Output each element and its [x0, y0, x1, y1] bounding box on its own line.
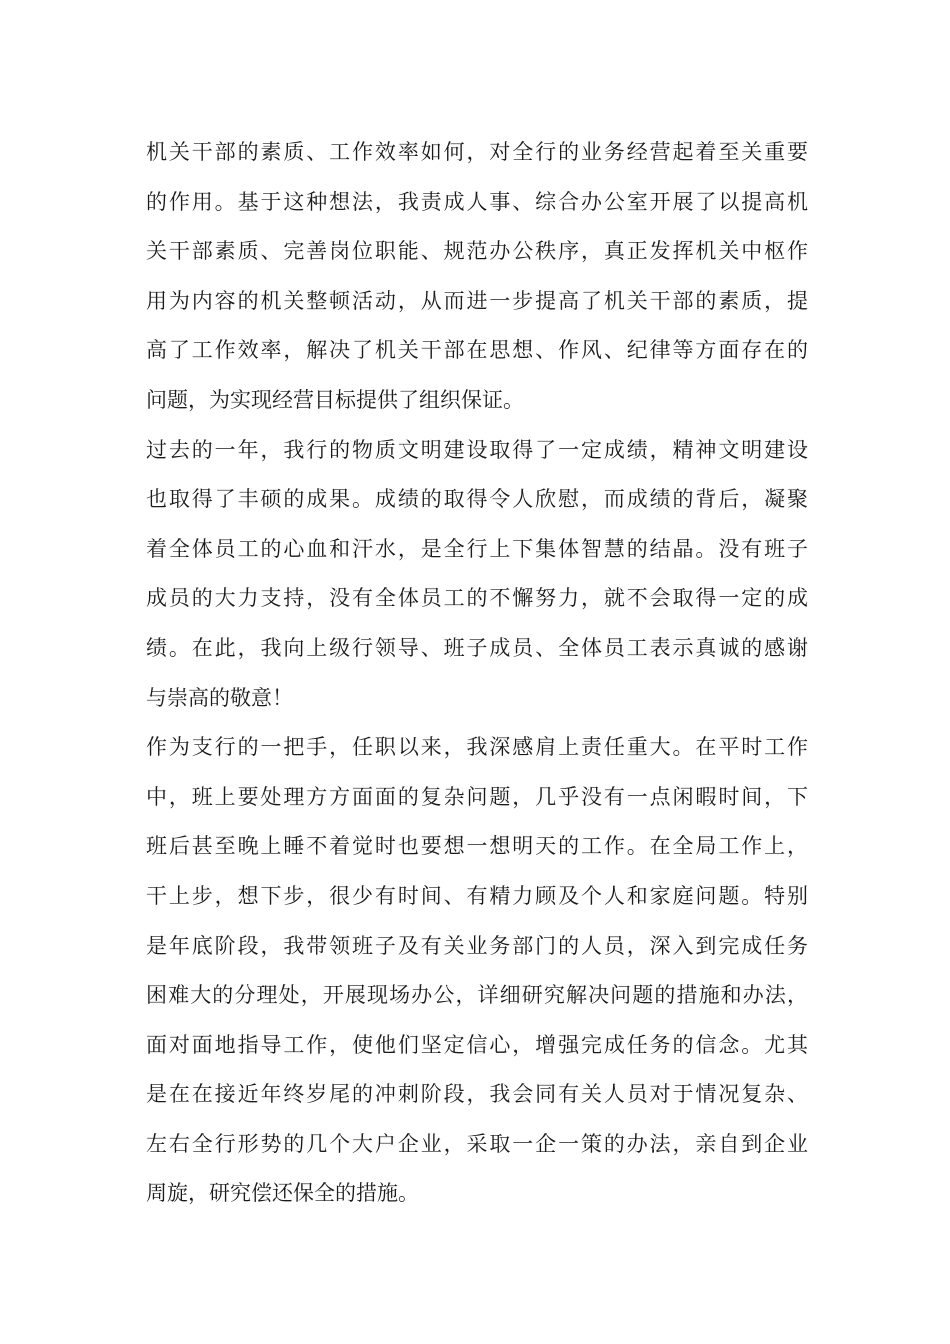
text-line: 是年底阶段，我带领班子及有关业务部门的人员，深入到完成任务: [146, 933, 808, 958]
text-line: 也取得了丰硕的成果。成绩的取得令人欣慰，而成绩的背后，凝聚: [146, 487, 808, 512]
text-line: 着全体员工的心血和汗水，是全行上下集体智慧的结晶。没有班子: [146, 536, 808, 561]
text-line: 是在在接近年终岁尾的冲刺阶段，我会同有关人员对于情况复杂、: [146, 1082, 808, 1107]
document-body: [146, 128, 808, 1219]
text-line: 问题，为实现经营目标提供了组织保证。: [146, 387, 524, 412]
text-line: 高了工作效率，解决了机关干部在思想、作风、纪律等方面存在的: [146, 338, 808, 363]
text-line: 用为内容的机关整顿活动，从而进一步提高了机关干部的素质，提: [146, 288, 808, 313]
text-line: 左右全行形势的几个大户企业，采取一企一策的办法，亲自到企业: [146, 1131, 808, 1156]
text-line: 机关干部的素质、工作效率如何，对全行的业务经营起着至关重要: [146, 140, 808, 164]
text-line: 困难大的分理处，开展现场办公，详细研究解决问题的措施和办法，: [146, 983, 808, 1008]
text-line: 的作用。基于这种想法，我责成人事、综合办公室开展了以提高机: [146, 189, 808, 214]
text-line: 成员的大力支持，没有全体员工的不懈努力，就不会取得一定的成: [146, 586, 808, 611]
text-line: 过去的一年，我行的物质文明建设取得了一定成绩，精神文明建设: [146, 437, 808, 462]
paragraph: [146, 723, 808, 1219]
text-line: 绩。在此，我向上级行领导、班子成员、全体员工表示真诚的感谢: [146, 635, 808, 660]
text-line: 中，班上要处理方方面面的复杂问题，几乎没有一点闲暇时间，下: [146, 784, 808, 809]
paragraph: [146, 128, 808, 426]
text-line: 班后甚至晚上睡不着觉时也要想一想明天的工作。在全局工作上，: [146, 834, 808, 859]
text-line: 与崇高的敬意！: [146, 685, 293, 710]
text-line: 作为支行的一把手，任职以来，我深感肩上责任重大。在平时工作: [146, 735, 808, 760]
text-line: 关干部素质、完善岗位职能、规范办公秩序，真正发挥机关中枢作: [146, 239, 808, 264]
text-line: 干上步，想下步，很少有时间、有精力顾及个人和家庭问题。特别: [146, 883, 808, 908]
paragraph: [146, 426, 808, 724]
text-line: 周旋，研究偿还保全的措施。: [146, 1181, 419, 1206]
text-line: 面对面地指导工作，使他们坚定信心，增强完成任务的信念。尤其: [146, 1032, 808, 1057]
